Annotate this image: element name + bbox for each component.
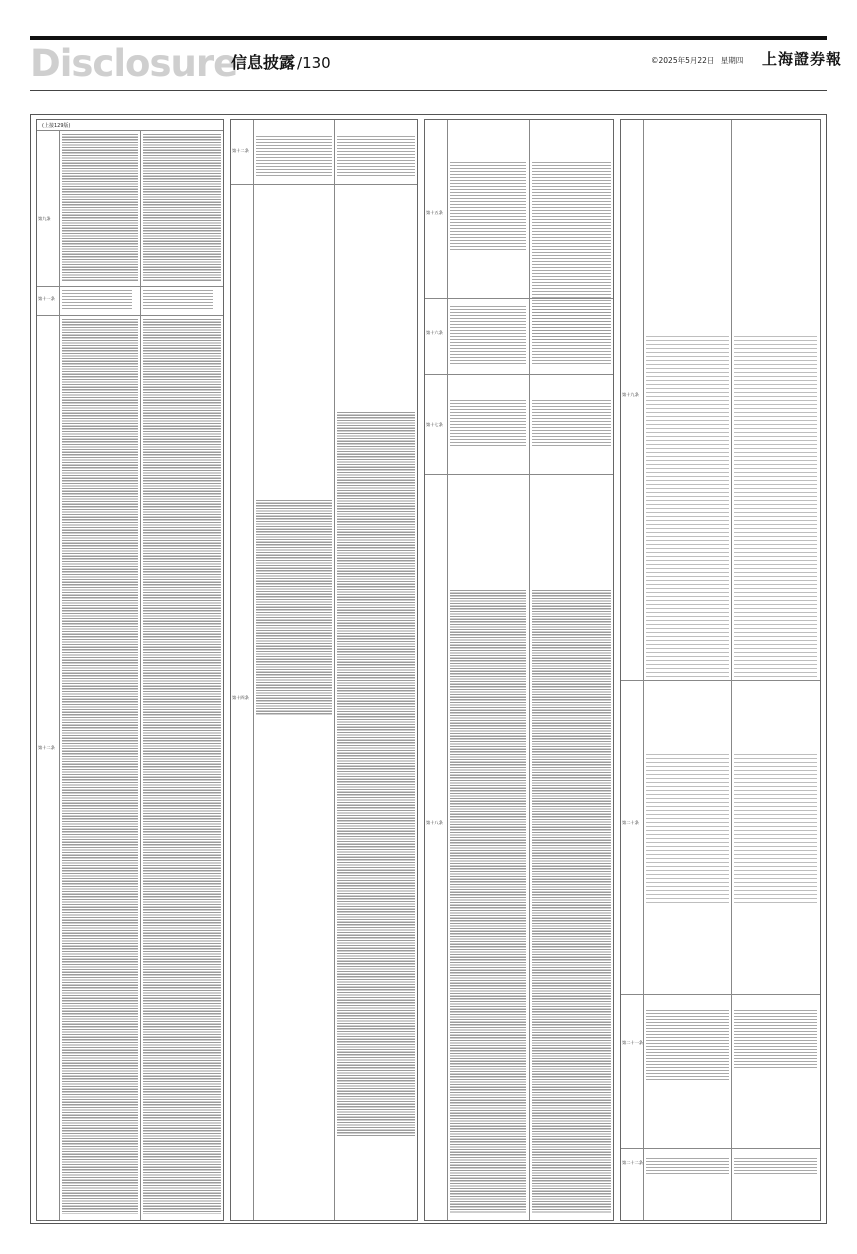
row-divider	[425, 298, 613, 299]
row-label: 第十一条	[38, 296, 55, 301]
text-block	[450, 306, 526, 366]
row-label: 第十六条	[426, 330, 443, 335]
text-block	[256, 136, 332, 178]
row-divider	[37, 286, 223, 287]
row-divider	[231, 184, 417, 185]
issue-weekday: 星期四	[720, 56, 744, 65]
text-block	[532, 306, 611, 366]
label-column-divider	[253, 120, 254, 1220]
row-label: 第二十条	[622, 820, 639, 825]
column-divider	[731, 120, 732, 1220]
text-block	[532, 400, 611, 446]
text-block	[734, 1010, 817, 1070]
text-block	[646, 1010, 729, 1080]
text-block	[337, 412, 415, 1136]
row-divider	[621, 994, 820, 995]
text-block	[256, 500, 332, 715]
row-divider	[37, 315, 223, 316]
text-block	[337, 136, 415, 178]
row-divider	[37, 130, 223, 131]
masthead-top-rule	[30, 36, 827, 40]
registered-mark: ©	[651, 56, 659, 65]
text-block	[646, 336, 729, 678]
text-block	[143, 319, 221, 1214]
label-column-divider	[447, 120, 448, 1220]
row-label: 第十八条	[426, 820, 443, 825]
text-block	[143, 290, 213, 310]
row-label: 第十九条	[622, 392, 639, 397]
label-column-divider	[59, 130, 60, 1220]
column-divider	[529, 120, 530, 1220]
row-divider	[425, 474, 613, 475]
brand-wordmark: Disclosure	[30, 42, 238, 85]
dateline	[651, 55, 743, 66]
paper-logo: 上海證券報	[762, 50, 843, 68]
text-block	[450, 590, 526, 1214]
row-label: 第十七条	[426, 422, 443, 427]
text-block	[734, 336, 817, 678]
row-divider	[621, 680, 820, 681]
issue-date: 2025年5月22日	[658, 56, 715, 65]
row-divider	[425, 374, 613, 375]
text-block	[62, 290, 132, 310]
text-block	[646, 754, 729, 904]
row-divider	[621, 1148, 820, 1149]
text-block	[646, 1158, 729, 1176]
label-column-divider	[643, 120, 644, 1220]
section-title-text: 信息披露	[231, 53, 296, 72]
disclosure-panel-2	[230, 119, 418, 1221]
row-label: 第十二条	[38, 745, 55, 750]
disclosure-panel-1	[36, 119, 224, 1221]
row-label: 第二十一条	[622, 1040, 643, 1045]
column-divider	[334, 120, 335, 1220]
row-label: 第十四条	[232, 695, 249, 700]
page-number: /130	[297, 54, 331, 72]
text-block	[143, 134, 221, 282]
row-label: 第十五条	[426, 210, 443, 215]
row-label: 第九条	[38, 216, 51, 221]
row-label: 第十二条	[232, 148, 249, 153]
row-label: 第二十二条	[622, 1160, 643, 1165]
text-block	[450, 400, 526, 446]
disclosure-panel-3	[424, 119, 614, 1221]
masthead-bottom-rule	[30, 90, 827, 91]
text-block	[734, 754, 817, 904]
section-title	[231, 50, 331, 73]
disclosure-panel-4	[620, 119, 821, 1221]
text-block	[62, 319, 138, 1214]
text-block	[734, 1158, 817, 1176]
text-block	[450, 162, 526, 252]
text-block	[62, 134, 138, 282]
continuation-label: (上接129版)	[42, 123, 71, 129]
column-divider	[140, 130, 141, 1220]
text-block	[532, 590, 611, 1214]
